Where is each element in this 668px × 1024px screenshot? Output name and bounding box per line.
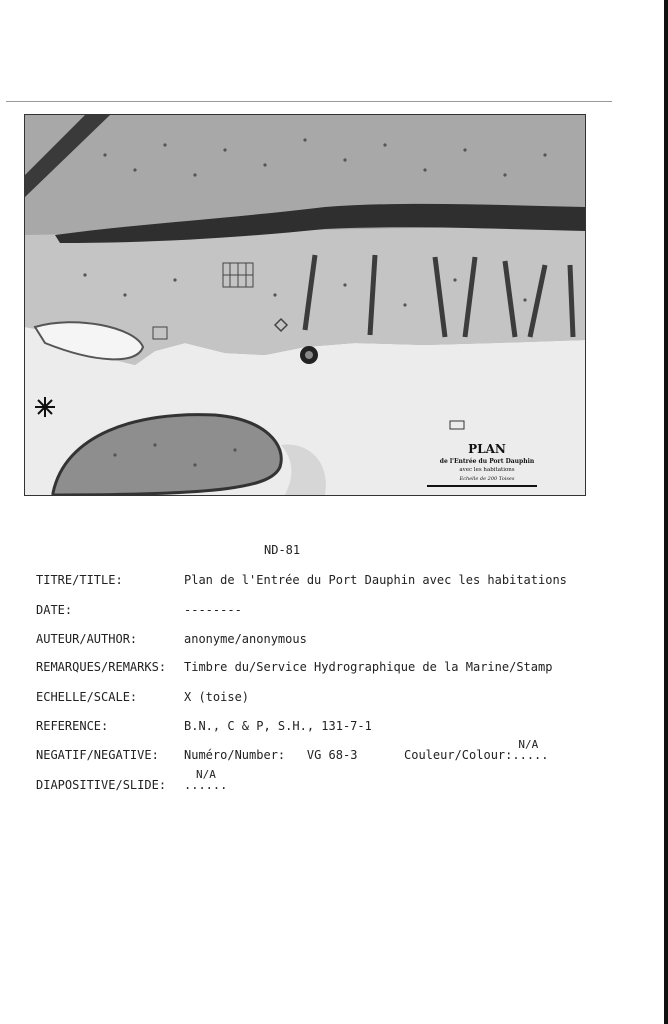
map-subtitle-line1: de l'Entrée du Port Dauphin [439, 458, 535, 465]
compass-rose-icon [35, 397, 55, 417]
remarks-value: Timbre du/Service Hydrographique de la Marine/Stamp [184, 660, 553, 674]
date-label: DATE: [36, 603, 73, 617]
negative-number [184, 748, 357, 762]
negative-label: NEGATIF/NEGATIVE: [36, 748, 159, 762]
title-value: Plan de l'Entrée du Port Dauphin avec les habitations [184, 573, 567, 587]
reference-value: B.N., C & P, S.H., 131-7-1 [184, 719, 372, 733]
colour-label: Couleur/Colour: [404, 748, 513, 762]
colour-value [512, 738, 549, 762]
top-divider [6, 101, 612, 102]
author-value: anonyme/anonymous [184, 632, 307, 646]
scale-value: X (toise) [184, 690, 250, 704]
date-value: -------- [184, 603, 242, 617]
historic-map-drawing [25, 115, 585, 495]
colour-value-na: N/A [518, 738, 539, 751]
colour-dots: ..... [512, 748, 549, 762]
map-image [24, 114, 586, 496]
title-label: TITRE/TITLE: [36, 573, 123, 587]
map-subtitle-line2: avec les habitations [459, 467, 515, 473]
negative-colour [404, 738, 549, 762]
remarks-label: REMARQUES/REMARKS: [36, 660, 167, 674]
negative-number-value: VG 68-3 [306, 748, 358, 762]
reference-label: REFERENCE: [36, 719, 109, 733]
scan-edge [664, 0, 668, 1024]
negative-number-label: Numéro/Number: [184, 748, 286, 762]
slide-value-na: N/A [196, 768, 216, 781]
slide-dots: ...... [184, 778, 228, 792]
slide-label: DIAPOSITIVE/SLIDE: [36, 778, 167, 792]
map-title: PLAN [468, 442, 506, 456]
map-scale-text: Echelle de 200 Toises [459, 476, 515, 482]
document-id: ND-81 [264, 543, 301, 557]
slide-value [184, 768, 228, 792]
scale-label: ECHELLE/SCALE: [36, 690, 138, 704]
author-label: AUTEUR/AUTHOR: [36, 632, 138, 646]
